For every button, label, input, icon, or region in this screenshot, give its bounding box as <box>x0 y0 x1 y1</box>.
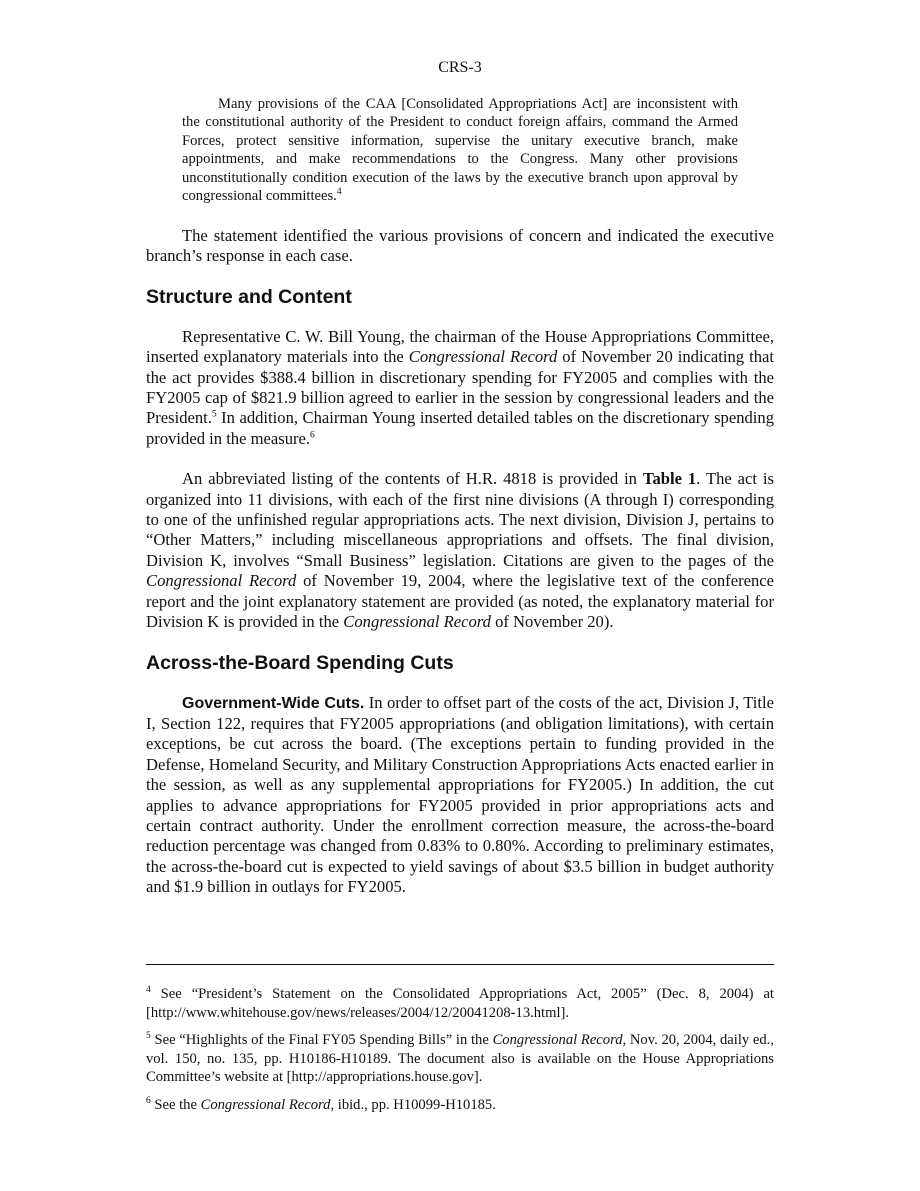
footnote-4: $^4$ See “President’s Statement on the Consolidated Appropriations Act, 2005” (Dec. 8, 2004) at [http://www.whitehouse.gov/news/releases/2004/12/20041208-13.html]. <box>146 985 774 1021</box>
footnote-number: 5 <box>146 1031 151 1042</box>
footnote-ref-6[interactable]: 6 <box>310 430 315 441</box>
footnote-5: $^5$ See “Highlights of the Final FY05 Spending Bills” in the Congressional Record, Nov. 20, 2004, daily ed., vol. 150, no. 135, pp. H10186-H10189. The document also is available on the House Appropriations Committee’s website at [http://appropriations.house.gov]. <box>146 1031 774 1086</box>
document-body <box>146 226 774 898</box>
paragraph-gap <box>146 449 774 469</box>
block-quote <box>182 95 738 205</box>
section-heading-cuts: Across-the-Board Spending Cuts <box>146 651 454 674</box>
intro-paragraph: The statement identified the various provisions of concern and indicated the executive branch’s response in each case. <box>146 226 774 266</box>
footnote-6: $^6$ See the Congressional Record, ibid., pp. H10099-H10185. <box>146 1096 496 1113</box>
italic-congressional-record: Congressional Record <box>146 571 297 591</box>
italic-congressional-record: Congressional Record <box>408 347 558 367</box>
footnotes <box>146 985 774 1124</box>
runin-heading: Government-Wide Cuts. <box>182 694 365 712</box>
page-header: CRS-3 <box>438 59 482 76</box>
section-heading-structure: Structure and Content <box>146 285 352 308</box>
quote-text: Many provisions of the CAA [Consolidated Appropriations Act] are inconsistent with the constitutional authority of the President to conduct foreign affairs, command the Armed Forces, protect sensitive information, supervise the unitary executive branch, make appointments, and make recommendations to the Congress. Many other provisions unconstitutionally condition execution of the laws by the executive branch upon approval by congressional committees. <box>182 96 738 205</box>
cuts-paragraph: Government-Wide Cuts. In order to offset part of the costs of the act, Division J, Title I, Section 122, requires that FY2005 appropriations (and obligation limitations), with certain exceptions, be cut across the board. (The exceptions pertain to funding provided in the Defense, Homeland Security, and Military Construction Appropriations Acts enacted earlier in the session, as well as any supplemental appropriations for FY2005.) In addition, the cut applies to advance appropriations for FY2005 provided in prior appropriations acts and certain contract authority. Under the enrollment correction measure, the across-the-board reduction percentage was changed from 0.83% to 0.80%. According to preliminary estimates, the across-the-board cut is expected to yield savings of about $3.5 billion in budget authority and $1.9 billion in outlays for FY2005. <box>146 692 774 897</box>
footnote-ref-5[interactable]: 5 <box>211 409 217 420</box>
quote-paragraph <box>182 95 738 205</box>
structure-paragraph-2: An abbreviated listing of the contents of H.R. 4818 is provided in Table 1. The act is organized into 11 divisions, with each of the first nine divisions (A through I) corresponding to one of the unfinished regular appropriations acts. The next division, Division J, pertains to “Other Matters,” including miscellaneous appropriations and offsets. The final division, Division K, involves “Small Business” legislation. Citations are given to the pages of the Congressional Record of November 19, 2004, where the legislative text of the conference report and the joint explanatory statement are provided (as noted, the explanatory material for Division K is provided in the Congressional Record of November 20). <box>146 469 774 632</box>
table-1-reference: Table 1 <box>642 469 697 489</box>
structure-paragraph-1: Representative C. W. Bill Young, the chairman of the House Appropriations Committee, inserted explanatory materials into the Congressional Record of November 20 indicating that the act provides $388.4 billion in discretionary spending for FY2005 and complies with the FY2005 cap of $821.9 billion agreed to earlier in the session by congressional leaders and the President.$^5$ In addition, Chairman Young inserted detailed tables on the discretionary spending provided in the measure.$^6$ <box>146 326 774 448</box>
footnote-divider <box>146 964 774 965</box>
footnote-ref-4[interactable]: 4 <box>336 187 342 198</box>
italic-congressional-record: Congressional Record <box>343 612 491 632</box>
footnote-number: 4 <box>146 985 151 996</box>
footnote-number: 6 <box>146 1096 151 1107</box>
